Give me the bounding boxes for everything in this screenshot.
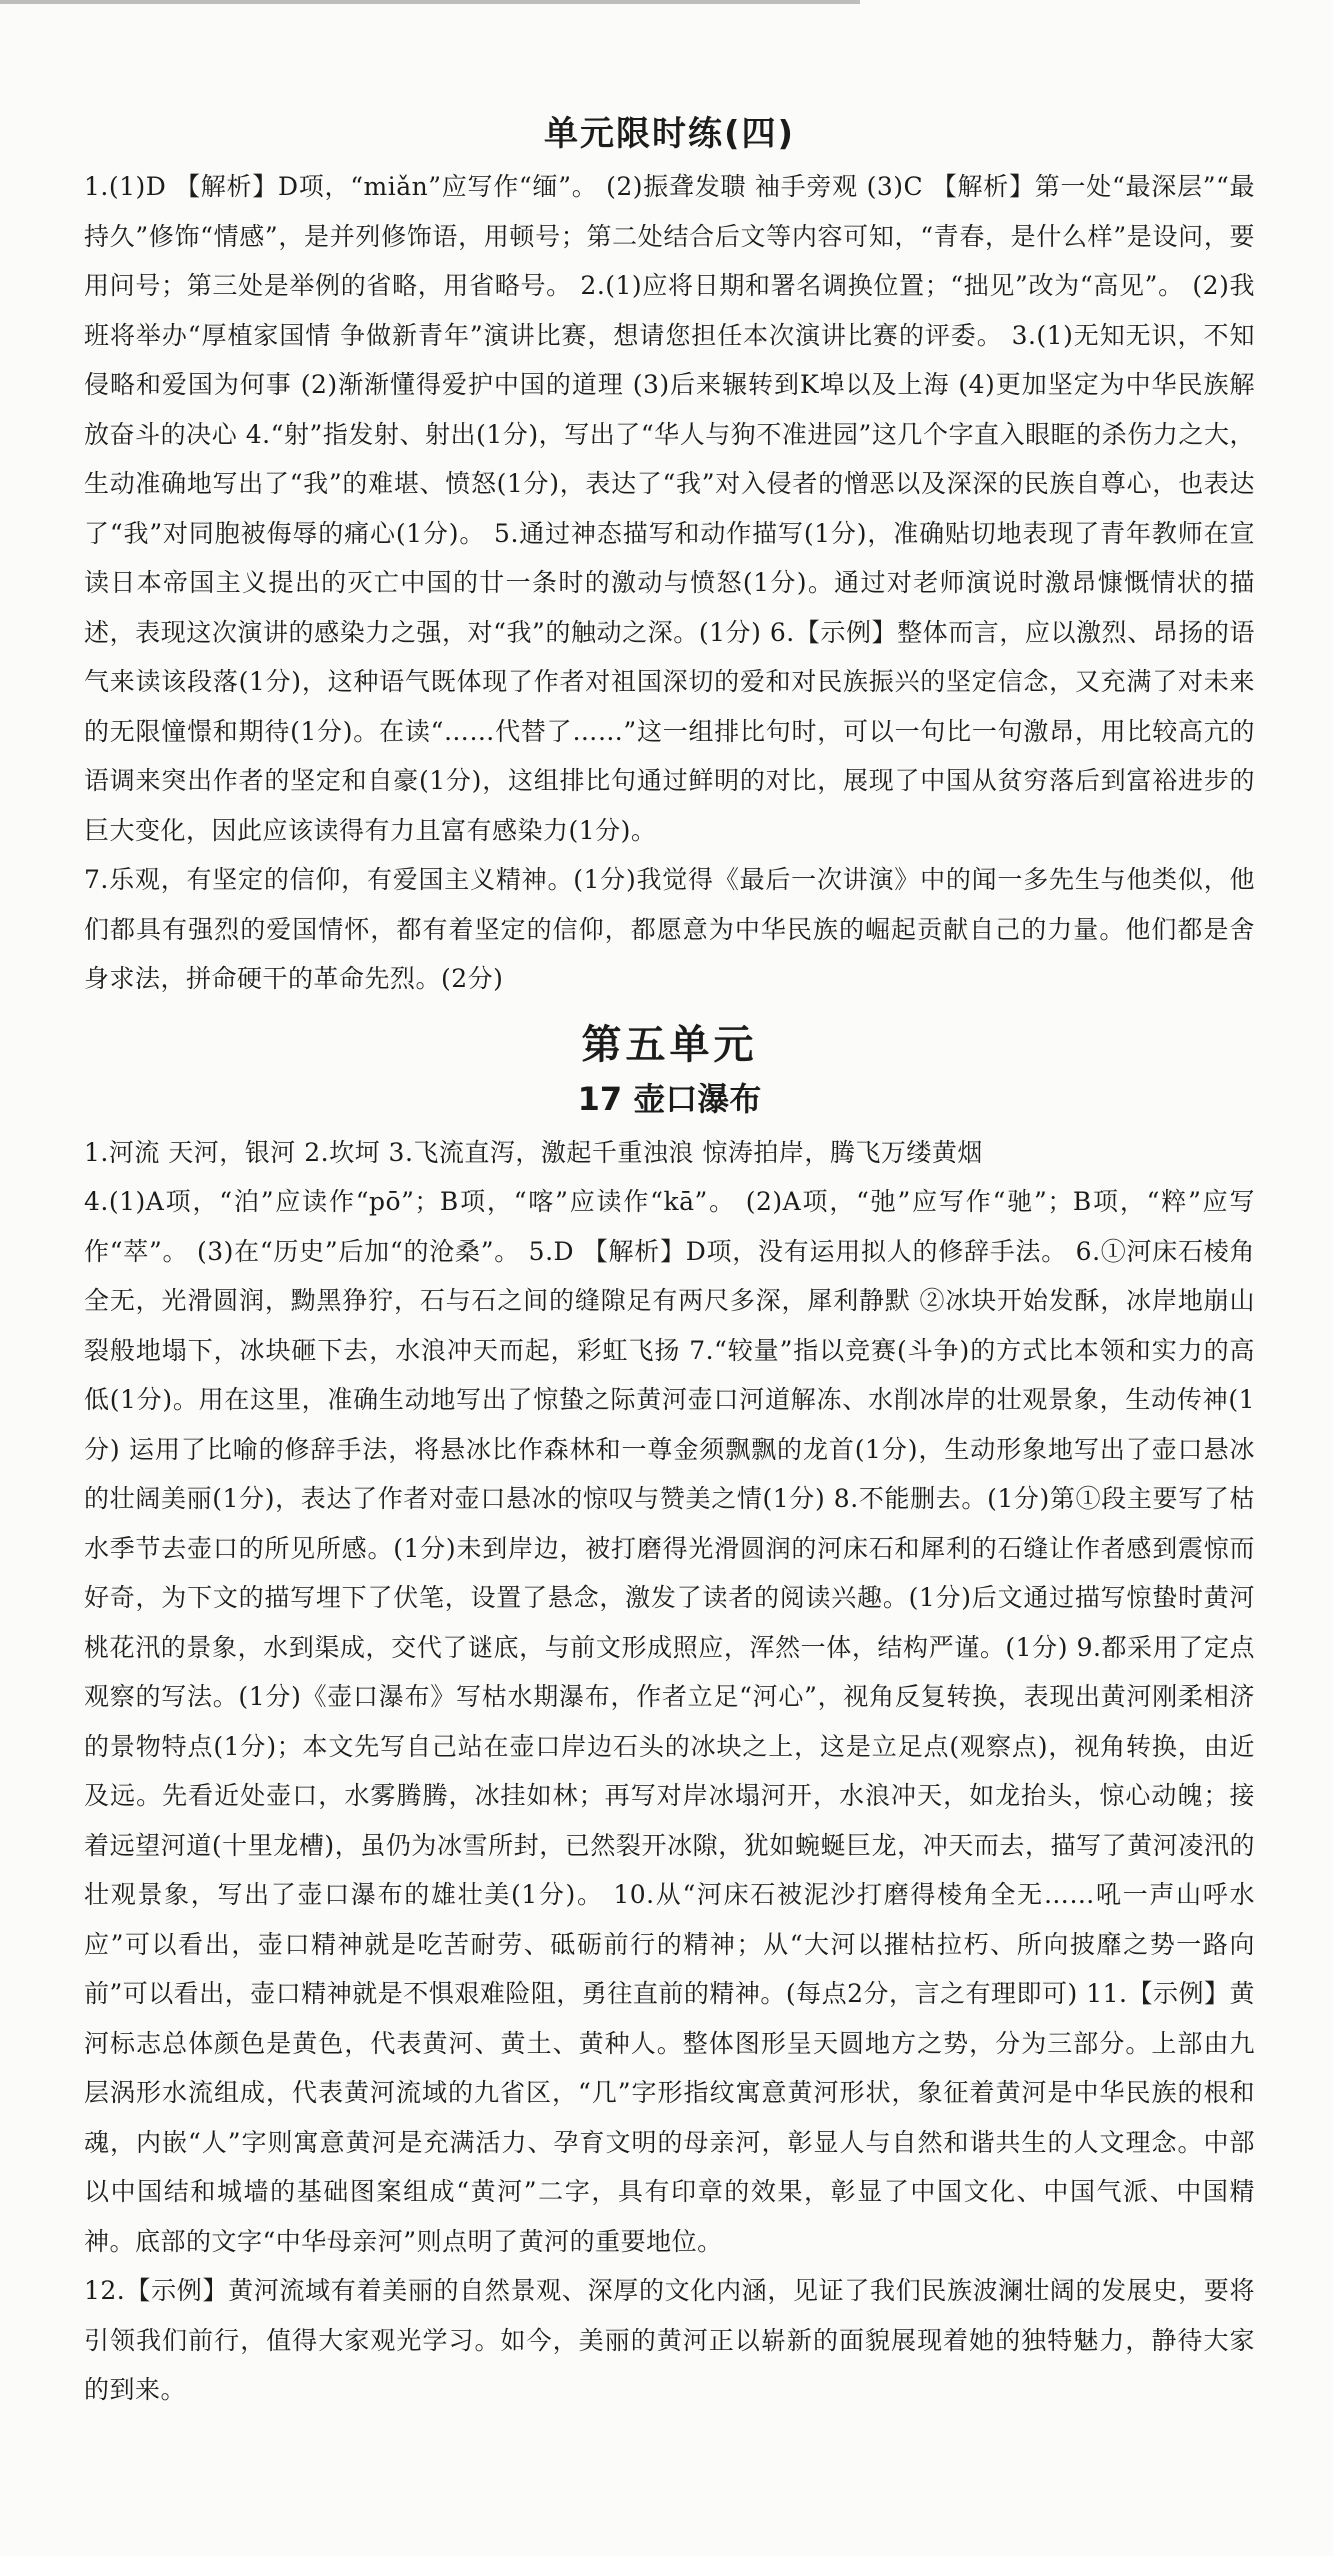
answer-paragraph: 4.(1)A项，“泊”应读作“pō”；B项，“喀”应读作“kā”。 (2)A项，“弛”应写作“驰”；B项，“粹”应写作“萃”。 (3)在“历史”后加“的沧桑”。 5.D 【解析】D项，没有运用拟人的修辞手法。 6.①河床石棱角全无，光滑圆润，黝黑狰狞，石与石之间的缝隙足有两尺多深，犀利静默 ②冰块开始发酥，冰岸地崩山裂般地塌下，冰块砸下去，水浪冲天而起，彩虹飞扬 7.“较量”指以竞赛(斗争)的方式比本领和实力的高低(1分)。用在这里，准确生动地写出了惊蛰之际黄河壶口河道解冻、水削冰岸的壮观景象，生动传神(1分) 运用了比喻的修辞手法，将悬冰比作森林和一尊金须飘飘的龙首(1分)，生动形象地写出了壶口悬冰的壮阔美丽(1分)，表达了作者对壶口悬冰的惊叹与赞美之情(1分) 8.不能删去。(1分)第①段主要写了枯水季节去壶口的所见所感。(1分)未到岸边，被打磨得光滑圆润的河床石和犀利的石缝让作者感到震惊而好奇，为下文的描写埋下了伏笔，设置了悬念，激发了读者的阅读兴趣。(1分)后文通过描写惊蛰时黄河桃花汛的景象，水到渠成，交代了谜底，与前文形成照应，浑然一体，结构严谨。(1分) 9.都采用了定点观察的写法。(1分)《壶口瀑布》写枯水期瀑布，作者立足“河心”，视角反复转换，表现出黄河刚柔相济的景物特点(1分)；本文先写自己站在壶口岸边石头的冰块之上，这是立足点(观察点)，视角转换，由近及远。先看近处壶口，水雾腾腾，冰挂如林；再写对岸冰塌河开，水浪冲天，如龙抬头，惊心动魄；接着远望河道(十里龙槽)，虽仍为冰雪所封，已然裂开冰隙，犹如蜿蜒巨龙，冲天而去，描写了黄河凌汛的壮观景象，写出了壶口瀑布的雄壮美(1分)。 10.从“河床石被泥沙打磨得棱角全无……吼一声山呼水应”可以看出，壶口精神就是吃苦耐劳、砥砺前行的精神；从“大河以摧枯拉朽、所向披靡之势一路向前”可以看出，壶口精神就是不惧艰难险阻，勇往直前的精神。(每点2分，言之有理即可) 11.【示例】黄河标志总体颜色是黄色，代表黄河、黄土、黄种人。整体图形呈天圆地方之势，分为三部分。上部由九层涡形水流组成，代表黄河流域的九省区，“几”字形指纹寓意黄河形状，象征着黄河是中华民族的根和魂，内嵌“人”字则寓意黄河是充满活力、孕育文明的母亲河，彰显人与自然和谐共生的人文理念。中部以中国结和城墙的基础图案组成“黄河”二字，具有印章的效果，彰显了中国文化、中国气派、中国精神。底部的文字“中华母亲河”则点明了黄河的重要地位。 xyxy=(84,1187,1255,2256)
unit-title: 第五单元 xyxy=(581,1021,758,1068)
section-title: 单元限时练(四) xyxy=(543,114,796,154)
lesson-title: 17 壶口瀑布 xyxy=(577,1079,762,1118)
top-rule xyxy=(0,0,860,4)
answer-paragraph: 7.乐观，有坚定的信仰，有爱国主义精神。(1分)我觉得《最后一次讲演》中的闻一多先生与他类似，他们都具有强烈的爱国情怀，都有着坚定的信仰，都愿意为中华民族的崛起贡献自己的力量。他们都是舍身求法，拼命硬干的革命先烈。(2分) xyxy=(84,865,1255,993)
answer-paragraph: 1.河流 天河，银河 2.坎坷 3.飞流直泻，激起千重浊浪 惊涛拍岸，腾飞万缕黄烟 xyxy=(84,1137,983,1167)
answer-paragraph: 12.【示例】黄河流域有着美丽的自然景观、深厚的文化内涵，见证了我们民族波澜壮阔的发展史，要将引领我们前行，值得大家观光学习。如今，美丽的黄河正以崭新的面貌展现着她的独特魅力，静待大家的到来。 xyxy=(84,2276,1255,2404)
answer-paragraph: 1.(1)D 【解析】D项，“miǎn”应写作“缅”。 (2)振聋发聩 袖手旁观 (3)C 【解析】第一处“最深层”“最持久”修饰“情感”，是并列修饰语，用顿号；第二处结合后文等内容可知，“青春，是什么样”是设问，要用问号；第三处是举例的省略，用省略号。 2.(1)应将日期和署名调换位置；“拙见”改为“高见”。 (2)我班将举办“厚植家国情 争做新青年”演讲比赛，想请您担任本次演讲比赛的评委。 3.(1)无知无识，不知侵略和爱国为何事 (2)渐渐懂得爱护中国的道理 (3)后来辗转到K埠以及上海 (4)更加坚定为中华民族解放奋斗的决心 4.“射”指发射、射出(1分)，写出了“华人与狗不准进园”这几个字直入眼眶的杀伤力之大，生动准确地写出了“我”的难堪、愤怒(1分)，表达了“我”对入侵者的憎恶以及深深的民族自尊心，也表达了“我”对同胞被侮辱的痛心(1分)。 5.通过神态描写和动作描写(1分)，准确贴切地表现了青年教师在宣读日本帝国主义提出的灭亡中国的廿一条时的激动与愤怒(1分)。通过对老师演说时激昂慷慨情状的描述，表现这次演讲的感染力之强，对“我”的触动之深。(1分) 6.【示例】整体而言，应以激烈、昂扬的语气来读该段落(1分)，这种语气既体现了作者对祖国深切的爱和对民族振兴的坚定信念，又充满了对未来的无限憧憬和期待(1分)。在读“……代替了……”这一组排比句时，可以一句比一句激昂，用比较高亢的语调来突出作者的坚定和自豪(1分)，这组排比句通过鲜明的对比，展现了中国从贫穷落后到富裕进步的巨大变化，因此应该读得有力且富有感染力(1分)。 xyxy=(84,172,1255,845)
